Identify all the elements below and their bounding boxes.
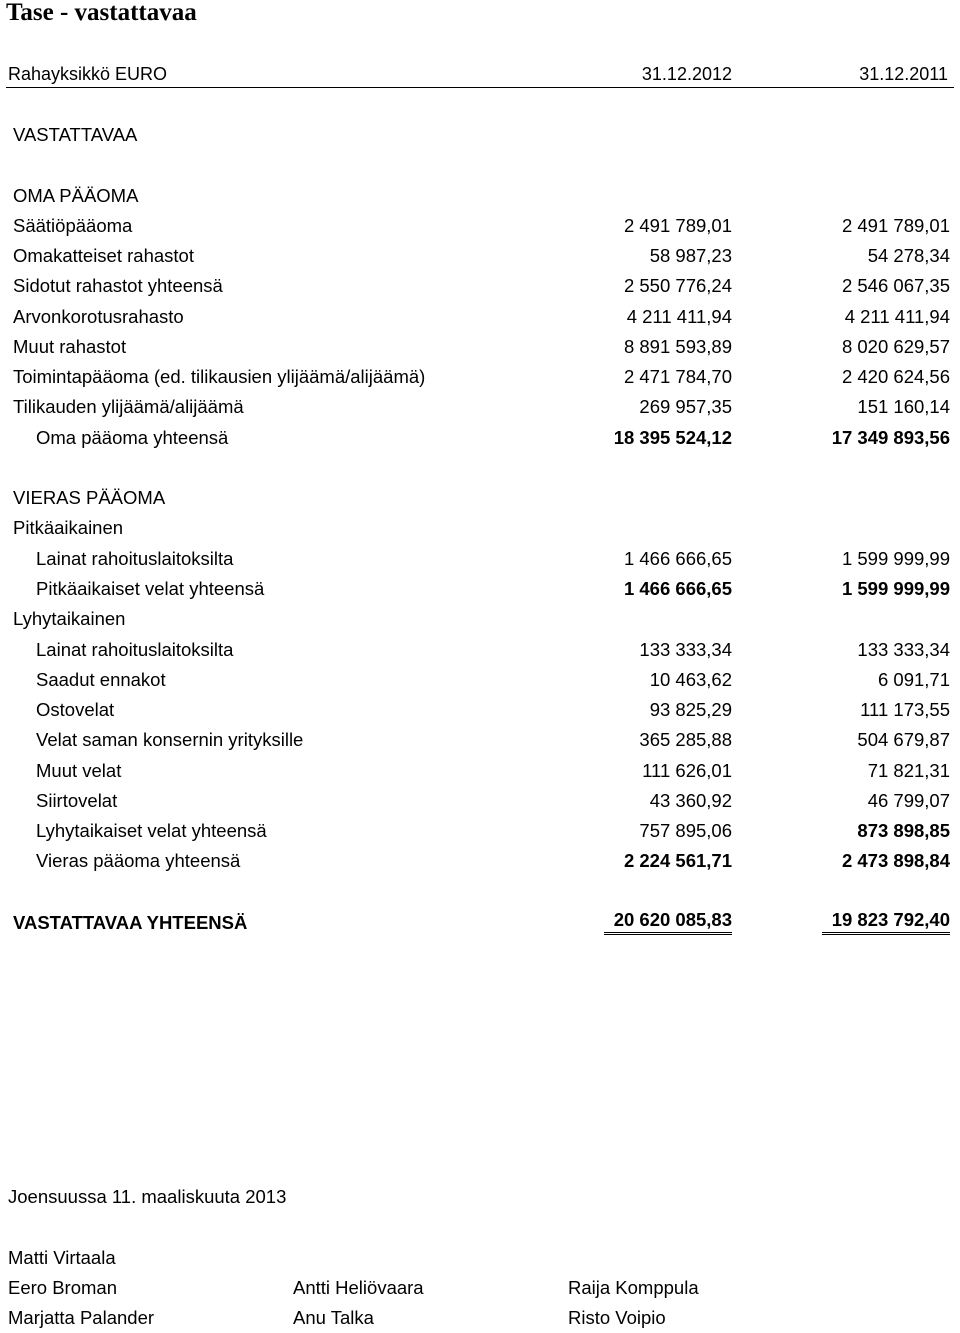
table-row: Velat saman konsernin yrityksille 365 285,88 504 679,87 — [36, 729, 950, 750]
short-term-total-row: Lyhytaikaiset velat yhteensä 757 895,06 873 898,85 — [36, 820, 950, 841]
page-title: Tase - vastattavaa — [6, 0, 197, 26]
table-row: Siirtovelat 43 360,92 46 799,07 — [36, 790, 950, 811]
section-heading: VASTATTAVAA — [13, 124, 138, 145]
liabilities-heading: VIERAS PÄÄOMA — [13, 487, 166, 508]
signatory: Risto Voipio — [568, 1307, 666, 1328]
signatory: Matti Virtaala — [8, 1247, 116, 1268]
table-header — [6, 61, 954, 88]
currency-unit: Rahayksikkö EURO — [8, 64, 168, 84]
table-row: Toimintapääoma (ed. tilikausien ylijäämä/alijäämä) 2 471 784,70 2 420 624,56 — [13, 366, 950, 387]
short-term-heading: Lyhytaikainen — [13, 608, 126, 629]
table-row: Tilikauden ylijäämä/alijäämä 269 957,35 151 160,14 — [13, 396, 950, 417]
table-row: Sidotut rahastot yhteensä 2 550 776,24 2 546 067,35 — [13, 275, 950, 296]
signatory: Raija Komppula — [568, 1277, 699, 1298]
grand-total-2012: 20 620 085,83 — [604, 908, 732, 935]
table-row: Säätiöpääoma 2 491 789,01 2 491 789,01 — [13, 215, 950, 236]
grand-total-2011: 19 823 792,40 — [822, 908, 950, 935]
signatory: Antti Heliövaara — [293, 1277, 424, 1298]
grand-total-row: VASTATTAVAA YHTEENSÄ 20 620 085,83 19 823 792,40 — [13, 909, 950, 933]
year-column-2012: 31.12.2012 — [641, 64, 732, 84]
place-date: Joensuussa 11. maaliskuuta 2013 — [8, 1186, 287, 1207]
table-row: Muut velat 111 626,01 71 821,31 — [36, 760, 950, 781]
table-row: Ostovelat 93 825,29 111 173,55 — [36, 699, 950, 720]
signatory: Marjatta Palander — [8, 1307, 155, 1328]
long-term-total-row: Pitkäaikaiset velat yhteensä 1 466 666,65 1 599 999,99 — [36, 578, 950, 599]
liabilities-total-row: Vieras pääoma yhteensä 2 224 561,71 2 473 898,84 — [36, 850, 950, 871]
table-row: Muut rahastot 8 891 593,89 8 020 629,57 — [13, 336, 950, 357]
table-row: Omakatteiset rahastot 58 987,23 54 278,34 — [13, 245, 950, 266]
equity-heading: OMA PÄÄOMA — [13, 185, 139, 206]
table-row: Lainat rahoituslaitoksilta 133 333,34 133 333,34 — [36, 639, 950, 660]
long-term-heading: Pitkäaikainen — [13, 517, 124, 538]
table-row: Arvonkorotusrahasto 4 211 411,94 4 211 411,94 — [13, 306, 950, 327]
signatory: Eero Broman — [8, 1277, 117, 1298]
signatory: Anu Talka — [293, 1307, 374, 1328]
table-row: Saadut ennakot 10 463,62 6 091,71 — [36, 669, 950, 690]
equity-total-row: Oma pääoma yhteensä 18 395 524,12 17 349 893,56 — [36, 427, 950, 448]
year-column-2011: 31.12.2011 — [859, 64, 948, 84]
table-row: Lainat rahoituslaitoksilta 1 466 666,65 1 599 999,99 — [36, 548, 950, 569]
